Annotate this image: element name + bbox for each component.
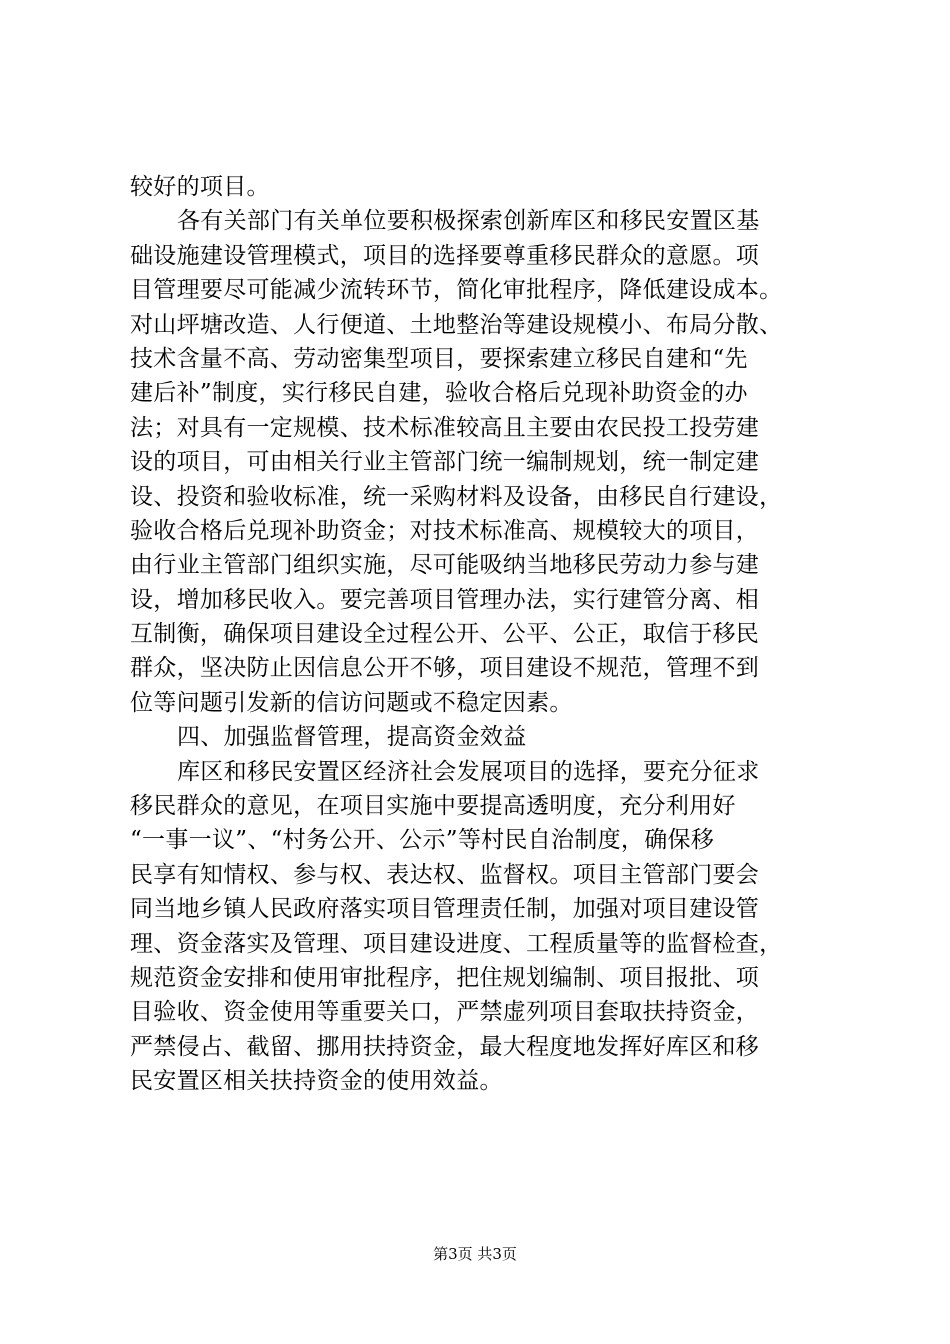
- section-heading: 四、加强监督管理，提高资金效益: [177, 724, 527, 751]
- text-line: 群众，坚决防止因信息公开不够，项目建设不规范，管理不到: [130, 655, 760, 682]
- text-line: 建后补”制度，实行移民自建，验收合格后兑现补助资金的办: [130, 380, 748, 407]
- text-line: 设、投资和验收标准，统一采购材料及设备，由移民自行建设，: [130, 483, 783, 510]
- text-line: 由行业主管部门组织实施，尽可能吸纳当地移民劳动力参与建: [130, 552, 760, 579]
- document-body: [130, 170, 830, 1099]
- text-line: 验收合格后兑现补助资金；对技术标准高、规模较大的项目，: [130, 517, 760, 544]
- text-line: 法；对具有一定规模、技术标准较高且主要由农民投工投劳建: [130, 414, 760, 441]
- text-line: 严禁侵占、截留、挪用扶持资金，最大程度地发挥好库区和移: [130, 1033, 760, 1060]
- text-line: 目验收、资金使用等重要关口，严禁虚列项目套取扶持资金，: [130, 999, 760, 1026]
- text-line: 较好的项目。: [130, 174, 270, 200]
- text-line: 位等问题引发新的信访问题或不稳定因素。: [130, 689, 573, 716]
- text-line: 设的项目，可由相关行业主管部门统一编制规划，统一制定建: [130, 449, 760, 476]
- text-line: “一事一议”、“村务公开、公示”等村民自治制度，确保移: [130, 827, 715, 854]
- text-line: 同当地乡镇人民政府落实项目管理责任制，加强对项目建设管: [130, 896, 760, 923]
- text-line: 础设施建设管理模式，项目的选择要尊重移民群众的意愿。项: [130, 242, 760, 269]
- text-line: 民安置区相关扶持资金的使用效益。: [130, 1068, 503, 1095]
- text-line: 技术含量不高、劳动密集型项目，要探索建立移民自建和“先: [130, 345, 748, 372]
- text-line: 移民群众的意见，在项目实施中要提高透明度，充分利用好: [130, 793, 736, 820]
- text-line: 民享有知情权、参与权、表达权、监督权。项目主管部门要会: [130, 861, 760, 888]
- text-line: 设，增加移民收入。要完善项目管理办法，实行建管分离、相: [130, 586, 760, 613]
- paragraph-start-line: 库区和移民安置区经济社会发展项目的选择，要充分征求: [177, 758, 760, 785]
- text-line: 目管理要尽可能减少流转环节，简化审批程序，降低建设成本。: [130, 277, 783, 304]
- text-line: 规范资金安排和使用审批程序，把住规划编制、项目报批、项: [130, 964, 760, 991]
- page-number-footer: 第3页 共3页: [433, 1245, 517, 1263]
- text-line: 互制衡，确保项目建设全过程公开、公平、公正，取信于移民: [130, 621, 760, 648]
- paragraph-start-line: 各有关部门有关单位要积极探索创新库区和移民安置区基: [177, 208, 760, 235]
- text-line: 理、资金落实及管理、项目建设进度、工程质量等的监督检查，: [130, 930, 783, 957]
- text-line: 对山坪塘改造、人行便道、土地整治等建设规模小、布局分散、: [130, 311, 783, 338]
